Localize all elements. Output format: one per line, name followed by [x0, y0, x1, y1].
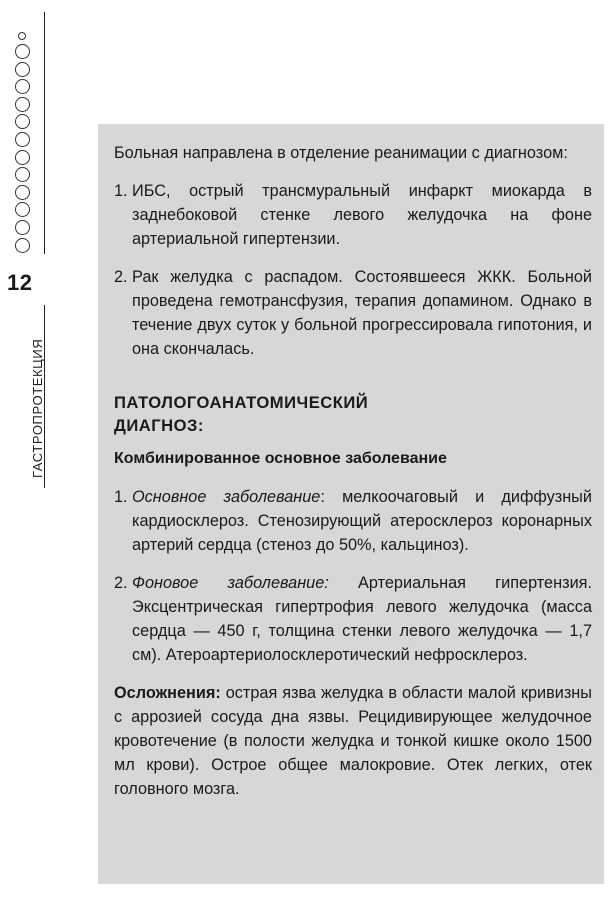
item-body: Артериальная гипертензия. Эксцентрическая гипертрофия левого желудочка (масса сердца — 450 г, толщина стенки левого желудочка — 1,7 см). Атероартериолосклеротический нефросклероз.: [132, 574, 593, 664]
circle-icon: [15, 114, 30, 129]
circle-icon: [15, 97, 30, 112]
complications-label: Осложнения:: [114, 684, 221, 702]
circle-icon: [15, 238, 30, 253]
item-text: ИБС, острый трансмуральный инфаркт миокарда в заднебоковой стенке левого желудочка на фоне артериальной гипертензии.: [132, 182, 592, 248]
item-separator: [329, 574, 358, 592]
clinical-item: [114, 179, 592, 251]
circle-icon: [15, 167, 30, 182]
intro-text: Больная направлена в отделение реанимации с диагнозом:: [114, 144, 568, 162]
item-label: Фоновое заболевание:: [132, 574, 329, 592]
item-number: 2.: [114, 268, 128, 286]
circle-icon: [15, 220, 30, 235]
item-separator: :: [320, 488, 343, 506]
margin-rule-top: [44, 12, 45, 254]
item-number: 1.: [114, 488, 128, 506]
circle-icon: [15, 132, 30, 147]
diagnosis-item: [114, 571, 592, 667]
small-square-icon: [18, 32, 26, 40]
item-number: 1.: [114, 182, 128, 200]
complications-paragraph: [114, 681, 592, 801]
decorative-circles: [11, 32, 33, 255]
section-heading: [114, 391, 592, 437]
item-body: мелкоочаговый и диффузный кардиосклероз. Стенозирующий атеросклероз коронарных артерий сердца (стеноз до 50%, кальциноз).: [132, 488, 592, 554]
item-text: Рак желудка с распадом. Состоявшееся ЖКК. Больной проведена гемотрансфузия, терапия допамином. Однако в течение двух суток у больной прогрессировала гипотония, и она скончалась.: [132, 268, 592, 358]
subheading: Комбинированное основное заболевание: [114, 450, 447, 467]
item-text: [132, 571, 592, 667]
case-box: [98, 124, 604, 884]
section-heading-line1: ПАТОЛОГОАНАТОМИЧЕСКИЙ: [114, 393, 369, 412]
circle-icon: [15, 202, 30, 217]
item-text: [132, 485, 592, 557]
circle-icon: [15, 150, 30, 165]
clinical-item: [114, 265, 592, 361]
page-number: 12: [7, 270, 33, 295]
circle-icon: [15, 185, 30, 200]
circle-icon: [15, 62, 30, 77]
circle-icon: [15, 79, 30, 94]
page-margin: [0, 0, 62, 907]
running-head: ГАСТРОПРОТЕКЦИЯ: [30, 338, 45, 478]
section-heading-line2: ДИАГНОЗ:: [114, 416, 204, 435]
item-number: 2.: [114, 574, 128, 592]
diagnosis-item: [114, 485, 592, 557]
complications-text: острая язва желудка в области малой кривизны с аррозией сосуда дна язвы. Рецидивирующее желудочное кровотечение (в полости желудка и тонкой кишке около 1500 мл крови). Острое общее малокровие. Отек легких, отек головного мозга.: [114, 684, 592, 798]
item-label: Основное заболевание: [132, 488, 321, 506]
circle-icon: [15, 44, 30, 59]
